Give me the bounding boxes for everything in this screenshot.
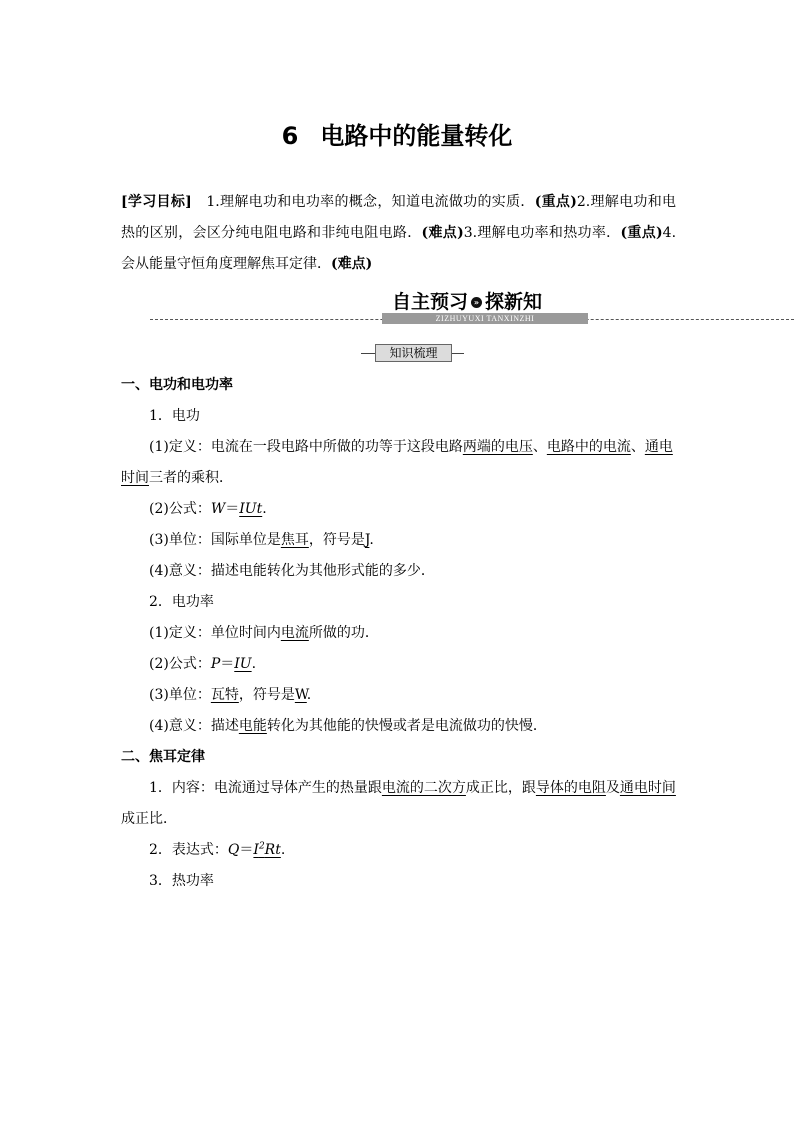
exponent: 2 [258, 841, 265, 852]
blank-answer: 导体的电阻 [535, 780, 606, 796]
objective-2-mark: (难点) [421, 225, 464, 241]
text: 、 [630, 439, 645, 455]
work-definition [121, 432, 676, 494]
double-arrow-icon: » [471, 297, 482, 308]
title-text: 电路中的能量转化 [320, 122, 513, 150]
banner-title [392, 287, 542, 314]
subheading-electric-power: 2．电功率 [149, 594, 214, 610]
knowledge-tag [361, 344, 464, 362]
text: (3)单位： [149, 687, 211, 703]
joule-law-expression [121, 835, 676, 866]
blank-answer [253, 842, 280, 858]
text: 成正比，跟 [465, 780, 536, 796]
symbol: W [210, 501, 226, 517]
blank-answer: 两端的电压 [462, 439, 533, 455]
tag-label: 知识梳理 [375, 344, 452, 362]
main-content [121, 370, 676, 897]
text: (3)单位：国际单位是 [149, 532, 281, 548]
text: 及 [605, 780, 620, 796]
text: ＝ [239, 842, 254, 858]
text: ，符号是 [238, 687, 295, 703]
blank-answer: J [364, 532, 370, 548]
page-title [0, 116, 794, 151]
text: 、 [532, 439, 547, 455]
blank-answer: IU [234, 656, 252, 672]
objective-1: 1.理解电功和电功率的概念，知道电流做功的实质． [206, 194, 535, 210]
blank-answer: 电能 [238, 718, 267, 734]
banner-right-text: 探新知 [485, 291, 543, 313]
symbol: P [210, 656, 221, 672]
text: . [369, 532, 374, 548]
text: (1)定义：单位时间内 [149, 625, 281, 641]
text: ，符号是 [308, 532, 365, 548]
blank-answer: 焦耳 [280, 532, 309, 548]
blank-answer: W [294, 687, 307, 703]
section-heading-1: 一、电功和电功率 [121, 377, 233, 393]
power-meaning [121, 711, 676, 742]
section-heading-2: 二、焦耳定律 [121, 749, 205, 765]
text: (2)公式： [149, 656, 211, 672]
subheading-electric-work: 1．电功 [149, 408, 200, 424]
power-definition [121, 618, 676, 649]
banner-left-text: 自主预习 [392, 291, 469, 313]
text: 三者的乘积． [149, 470, 233, 486]
blank-answer: IUt [239, 501, 263, 517]
blank-answer: 通电时间 [619, 780, 676, 796]
banner-pinyin: ZIZHUYUXI TANXINZHI [382, 313, 588, 324]
text: . [306, 687, 312, 703]
symbol: Q [227, 842, 240, 858]
objective-4: 4.会从能量守恒角度理解焦耳定律． [121, 225, 677, 272]
work-unit [121, 525, 676, 556]
blank-answer: 瓦特 [210, 687, 239, 703]
text: (4)意义：描述 [149, 718, 239, 734]
text: . [251, 656, 257, 672]
text: (2)公式： [149, 501, 211, 517]
power-formula [121, 649, 676, 680]
section-number: 6 [281, 122, 299, 150]
objective-2: 2.理解电功和电热的区别，会区分纯电阻电路和非纯电阻电路． [121, 194, 677, 241]
text: 所做的功． [308, 625, 379, 641]
text: . [262, 501, 267, 517]
symbol: Rt [264, 842, 281, 858]
blank-answer: 通电时间 [121, 439, 673, 486]
text: 1．内容：电流通过导体产生的热量跟 [149, 780, 382, 796]
text: ＝ [225, 501, 240, 517]
objectives-label: [学习目标] [121, 194, 192, 210]
objective-1-mark: (重点) [534, 194, 577, 210]
text: 转化为其他能的快慢或者是电流做功的快慢． [266, 718, 547, 734]
text: (1)定义：电流在一段电路中所做的功等于这段电路 [149, 439, 463, 455]
section-banner [0, 287, 794, 327]
text: . [280, 842, 286, 858]
blank-answer: 电流的二次方 [381, 780, 466, 796]
joule-law-content [121, 773, 676, 835]
work-meaning: (4)意义：描述电能转化为其他形式能的多少． [149, 563, 435, 579]
symbol: I [253, 842, 259, 858]
objective-3: 3.理解电功率和热功率． [463, 225, 621, 241]
blank-answer: 电路中的电流 [546, 439, 631, 455]
power-unit [121, 680, 676, 711]
blank-answer: 电流 [280, 625, 309, 641]
text: 成正比． [121, 811, 177, 827]
text: 2．表达式： [149, 842, 228, 858]
learning-objectives [121, 187, 676, 280]
subheading-heat-power: 3．热功率 [149, 873, 214, 889]
work-formula [121, 494, 676, 525]
objective-4-mark: (难点) [331, 256, 373, 272]
objective-3-mark: (重点) [620, 225, 663, 241]
text: ＝ [220, 656, 235, 672]
